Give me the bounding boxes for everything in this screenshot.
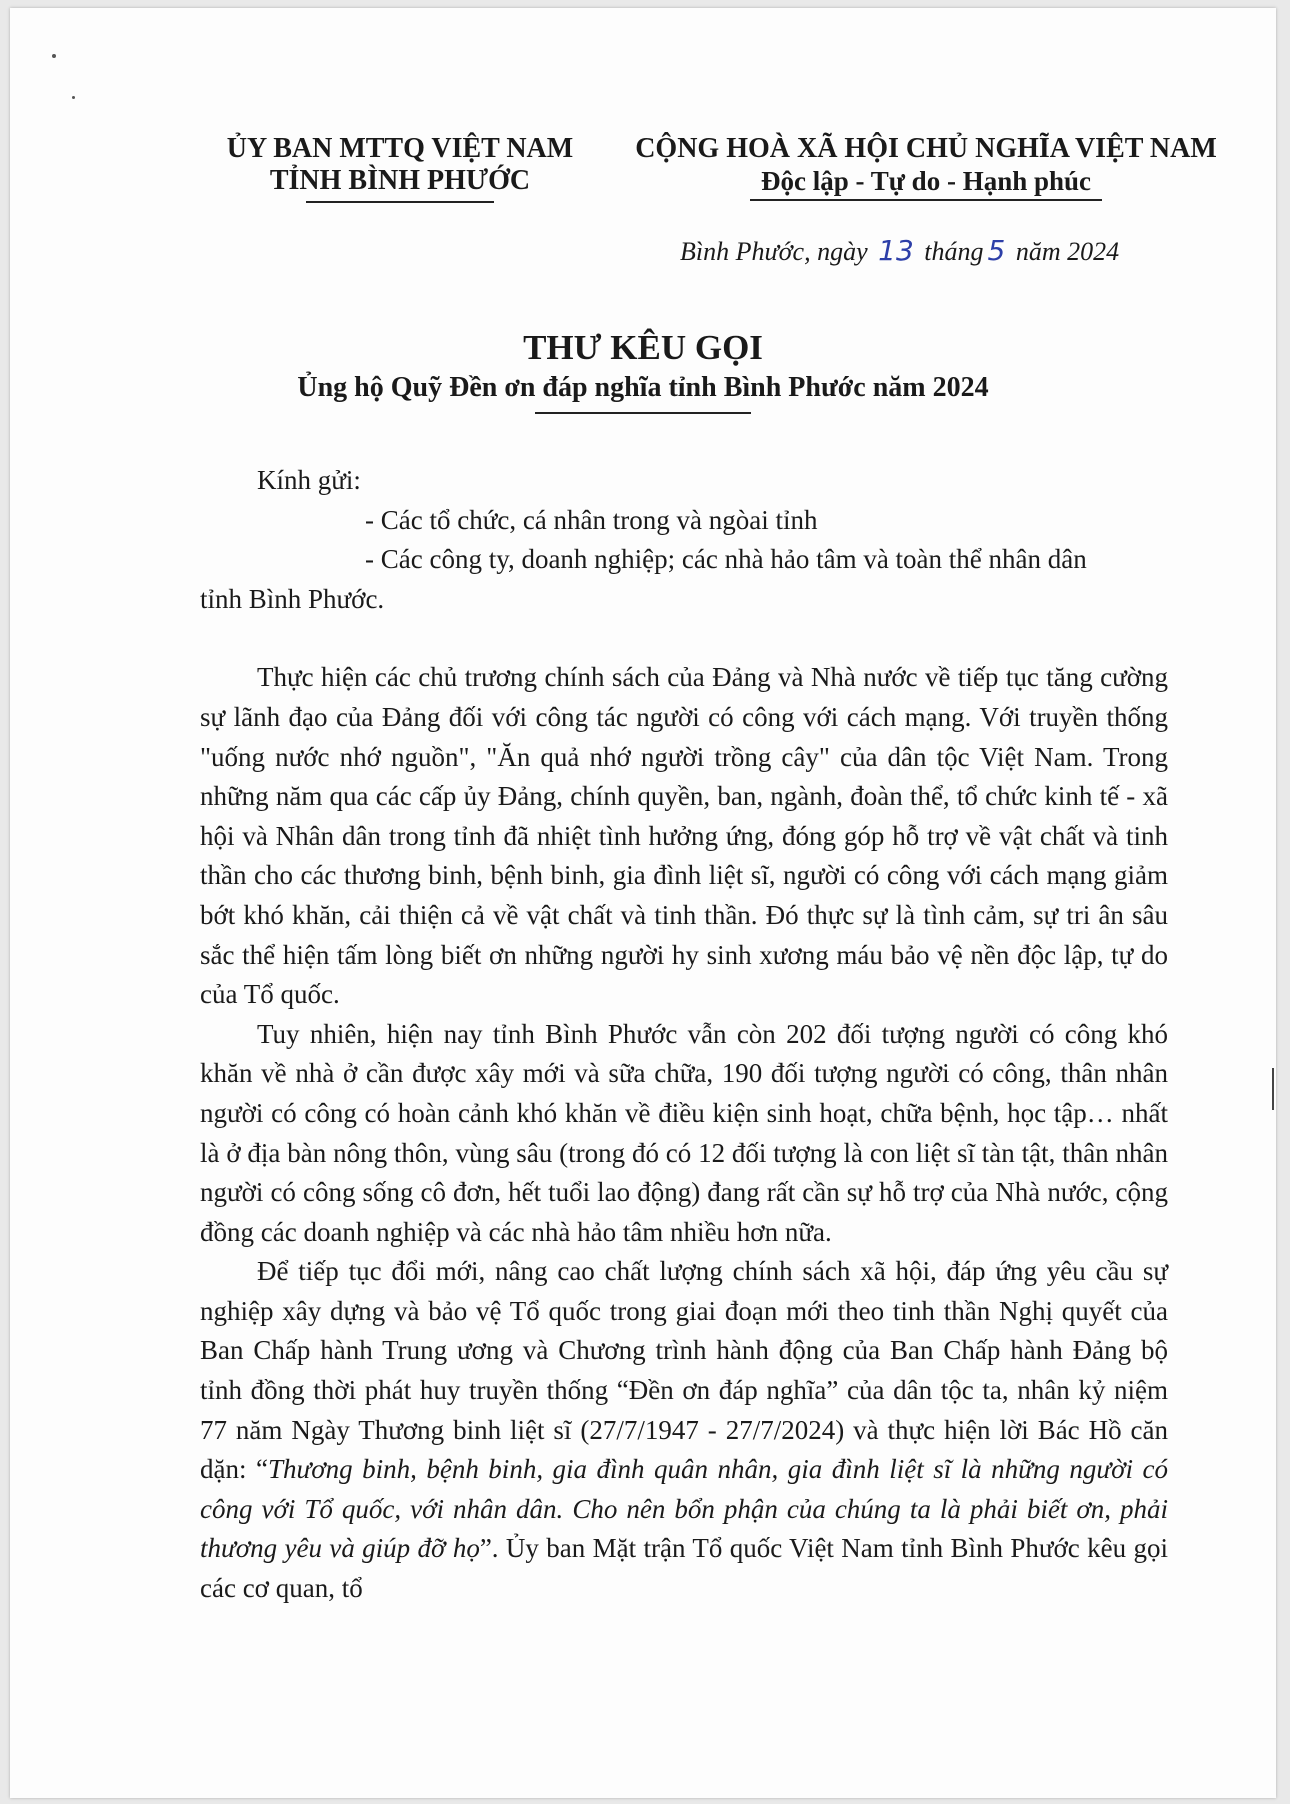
date-day-handwritten: 13 bbox=[878, 234, 914, 267]
title-underline bbox=[535, 412, 751, 414]
date-month-handwritten: 5 bbox=[987, 234, 1006, 267]
national-header bbox=[622, 133, 1230, 201]
body-paragraph: Thực hiện các chủ trương chính sách của Đảng và Nhà nước về tiếp tục tăng cường sự lãnh đạo của Đảng đối với công tác người có công với cách mạng. Với truyền thống "uống nước nhớ nguồn", "Ăn quả nhớ người trồng cây" của dân tộc Việt Nam. Trong những năm qua các cấp ủy Đảng, chính quyền, ban, ngành, đoàn thể, tổ chức kinh tế - xã hội và Nhân dân trong tỉnh đã nhiệt tình hưởng ứng, đóng góp hỗ trợ về vật chất và tinh thần cho các thương binh, bệnh binh, gia đình liệt sĩ, người có công với cách mạng giảm bớt khó khăn, cải thiện cả về vật chất và tinh thần. Đó thực sự là tình cảm, sự tri ân sâu sắc thể hiện tấm lòng biết ơn những người hy sinh xương máu bảo vệ nền độc lập, tự do của Tổ quốc. bbox=[200, 662, 1168, 1010]
org-name-line2: TỈNH BÌNH PHƯỚC bbox=[269, 165, 531, 196]
recipient-line: - Các tổ chức, cá nhân trong và ngòai tỉnh bbox=[365, 504, 818, 535]
scan-speck bbox=[72, 96, 75, 99]
org-name-line1: ỦY BAN MTTQ VIỆT NAM bbox=[226, 133, 574, 164]
issuing-organization bbox=[200, 133, 600, 203]
body-paragraph: Tuy nhiên, hiện nay tỉnh Bình Phước vẫn còn 202 đối tượng người có công khó khăn về nhà ở cần được xây mới và sữa chữa, 190 đối tượng người có công, thân nhân người có công có hoàn cảnh khó khăn về điều kiện sinh hoạt, chữa bệnh, học tập… nhất là ở địa bàn nông thôn, vùng sâu (trong đó có 12 đối tượng là con liệt sĩ tàn tật, thân nhân người có công sống cô đơn, hết tuổi lao động) đang rất cần sự hỗ trợ của Nhà nước, cộng đồng các doanh nghiệp và các nhà hảo tâm nhiều hơn nữa. bbox=[200, 1018, 1168, 1247]
document-title: THƯ KÊU GỌI bbox=[523, 328, 763, 367]
nation-motto: Độc lập - Tự do - Hạnh phúc bbox=[760, 166, 1092, 196]
paragraph-text: Để tiếp tục đổi mới, nâng cao chất lượng chính sách xã hội, đáp ứng yêu cầu sự nghiệp xây dựng và bảo vệ Tổ quốc trong giai đoạn mới theo tinh thần Nghị quyết của Ban Chấp hành Trung ương và Chương trình hành động của Ban Chấp hành Đảng bộ tỉnh đồng thời phát huy truyền thống “Đền ơn đáp nghĩa” của dân tộc ta, nhân kỷ niệm 77 năm Ngày Thương binh liệt sĩ (27/7/1947 - 27/7/2024) và thực hiện lời Bác Hồ căn dặn: “ bbox=[200, 1256, 1168, 1485]
document-page bbox=[10, 8, 1276, 1798]
date-year: năm 2024 bbox=[1015, 237, 1120, 266]
title-block bbox=[10, 326, 1276, 414]
motto-underline bbox=[750, 199, 1102, 201]
place-date-line bbox=[680, 234, 1119, 267]
org-underline bbox=[306, 201, 494, 203]
letter-body bbox=[200, 461, 1168, 1609]
recipient-line: - Các công ty, doanh nghiệp; các nhà hảo tâm và toàn thể nhân dân bbox=[365, 544, 1087, 575]
scan-speck bbox=[52, 54, 56, 58]
quote-text: Thương binh, bệnh binh, gia đình quân nhân, gia đình liệt sĩ là những người có công với Tổ quốc, với nhân dân. Cho nên bổn phận của chúng ta là phải biết ơn, phải thương yêu và giúp đỡ họ bbox=[200, 1454, 1168, 1564]
recipient-line-continuation: tỉnh Bình Phước. bbox=[200, 583, 385, 614]
date-prefix: Bình Phước, ngày bbox=[680, 237, 868, 266]
scan-edge-mark bbox=[1272, 1068, 1274, 1110]
document-subtitle: Ủng hộ Quỹ Đền ơn đáp nghĩa tỉnh Bình Phước năm 2024 bbox=[297, 372, 989, 403]
salutation-greeting: Kính gửi: bbox=[257, 465, 361, 495]
nation-name: CỘNG HOÀ XÃ HỘI CHỦ NGHĨA VIỆT NAM bbox=[635, 133, 1217, 164]
body-paragraph bbox=[200, 1252, 1168, 1608]
paragraph-gap bbox=[200, 619, 1168, 658]
date-month-label: tháng bbox=[924, 237, 984, 266]
paragraph-text: ”. Ủy ban Mặt trận Tổ quốc Việt Nam tỉnh Bình Phước kêu gọi các cơ quan, tổ bbox=[200, 1533, 1169, 1604]
